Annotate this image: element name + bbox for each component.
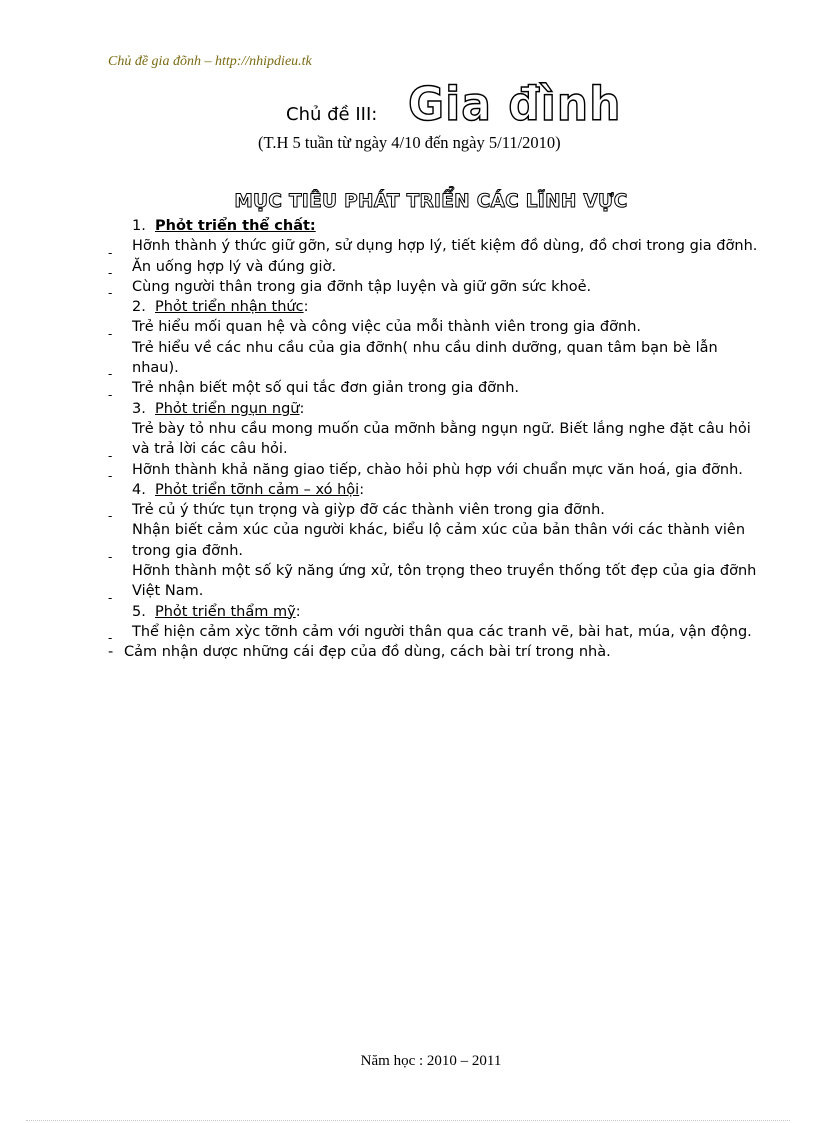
- domain-number: 2.: [132, 299, 146, 316]
- list-item-text: Trẻ củ ý thức tụn trọng và giỳp đỡ các thành viên trong gia đỡnh.: [132, 502, 605, 519]
- domain-title: Phỏt triển thể chất:: [155, 218, 316, 234]
- list-item: [108, 317, 758, 341]
- domain-title: Phỏt triển tỡnh cảm – xó hội: [155, 481, 360, 498]
- list-item-text: Trẻ hiểu về các nhu cầu của gia đỡnh( nhu cầu dinh dưỡng, quan tâm bạn bè lẫn nhau).: [132, 339, 718, 377]
- content-body: [108, 216, 758, 663]
- domain-heading: [108, 297, 758, 317]
- domain-title: Phỏt triển nhận thức: [155, 299, 304, 316]
- list-item: [108, 642, 758, 662]
- domain-number: 5.: [132, 603, 146, 620]
- list-item-text: Hỡnh thành một số kỹ năng ứng xử, tôn trọng theo truyền thống tốt đẹp của gia đỡnh Việt Nam.: [132, 563, 757, 600]
- list-item: [108, 257, 758, 280]
- bullet-dash: -: [108, 387, 113, 402]
- list-item: [108, 460, 758, 483]
- list-item-text: Nhận biết cảm xúc của người khác, biểu lộ cảm xúc của bản thân với các thành viên trong gia đỡnh.: [132, 522, 746, 559]
- page-bottom-rule: [26, 1120, 790, 1121]
- bullet-dash: -: [108, 590, 113, 605]
- list-item-text: Cùng người thân trong gia đỡnh tập luyện và giữ gỡn sức khoẻ.: [132, 278, 592, 295]
- list-item-text: Trẻ hiểu mối quan hệ và công việc của mỗi thành viên trong gia đỡnh.: [132, 319, 641, 336]
- subtitle: (T.H 5 tuần từ ngày 4/10 đến ngày 5/11/2010): [258, 133, 561, 152]
- domain-number: 3.: [132, 400, 146, 417]
- domain-title-suffix: :: [299, 400, 305, 417]
- list-item: [108, 561, 758, 605]
- list-item: [108, 500, 758, 524]
- list-item-text: Trẻ bày tỏ nhu cầu mong muốn của mỡnh bằng ngụn ngữ. Biết lắng nghe đặt câu hỏi và trả lời các câu hỏi.: [132, 420, 751, 458]
- list-item-text: Cảm nhận dược những cái đẹp của đồ dùng, cách bài trí trong nhà.: [124, 644, 611, 661]
- bullet-dash: -: [108, 631, 113, 646]
- domain-title-suffix: :: [303, 299, 309, 316]
- domain-heading: [108, 399, 758, 419]
- domain-heading: [108, 480, 758, 500]
- bullet-dash: -: [108, 286, 113, 301]
- list-item: [108, 236, 758, 260]
- list-item-text: Trẻ nhận biết một số qui tắc đơn giản trong gia đỡnh.: [132, 380, 520, 397]
- domain-title: Phỏt triển thẩm mỹ: [155, 603, 296, 620]
- domain-title-suffix: :: [359, 481, 365, 498]
- domain-title: Phỏt triển ngụn ngữ: [155, 400, 300, 417]
- list-item: [108, 520, 758, 565]
- domain-heading: [108, 602, 758, 622]
- title-wordart: Gia đình: [408, 78, 622, 132]
- list-item-text: Ăn uống hợp lý và đúng giờ.: [132, 258, 337, 275]
- bullet-dash: -: [108, 644, 114, 661]
- bullet-dash: -: [108, 509, 113, 524]
- domain-heading: [108, 216, 758, 236]
- bullet-dash: -: [108, 326, 113, 341]
- list-item-text: Hỡnh thành ý thức giữ gỡn, sử dụng hợp lý, tiết kiệm đồ dùng, đồ chơi trong gia đỡnh.: [132, 238, 758, 255]
- bullet-dash: -: [108, 265, 113, 280]
- domain-number: 1.: [132, 218, 146, 234]
- list-item: [108, 622, 758, 646]
- header-note: Chủ đề gia đõnh – http://nhipdieu.tk: [108, 54, 312, 69]
- title-prefix: Chủ đề III:: [286, 104, 378, 125]
- section-title: MỤC TIÊU PHÁT TRIỂN CÁC LĨNH VỰC: [234, 191, 628, 212]
- domain-number: 4.: [132, 481, 146, 498]
- bullet-dash: -: [108, 367, 113, 382]
- list-item: [108, 338, 758, 382]
- list-item-text: Hỡnh thành khả năng giao tiếp, chào hỏi phù hợp với chuẩn mực văn hoá, gia đỡnh.: [132, 461, 743, 478]
- list-item: [108, 378, 758, 402]
- list-item: [108, 419, 758, 463]
- bullet-dash: -: [108, 550, 113, 565]
- footer-school-year: Năm học : 2010 – 2011: [360, 1053, 502, 1069]
- bullet-dash: -: [108, 448, 113, 463]
- list-item: [108, 277, 758, 301]
- list-item-text: Thể hiện cảm xỳc tỡnh cảm với người thân qua các tranh vẽ, bài hat, múa, vận động.: [132, 623, 752, 640]
- bullet-dash: -: [108, 245, 113, 260]
- bullet-dash: -: [108, 468, 113, 483]
- domain-title-suffix: :: [295, 603, 301, 620]
